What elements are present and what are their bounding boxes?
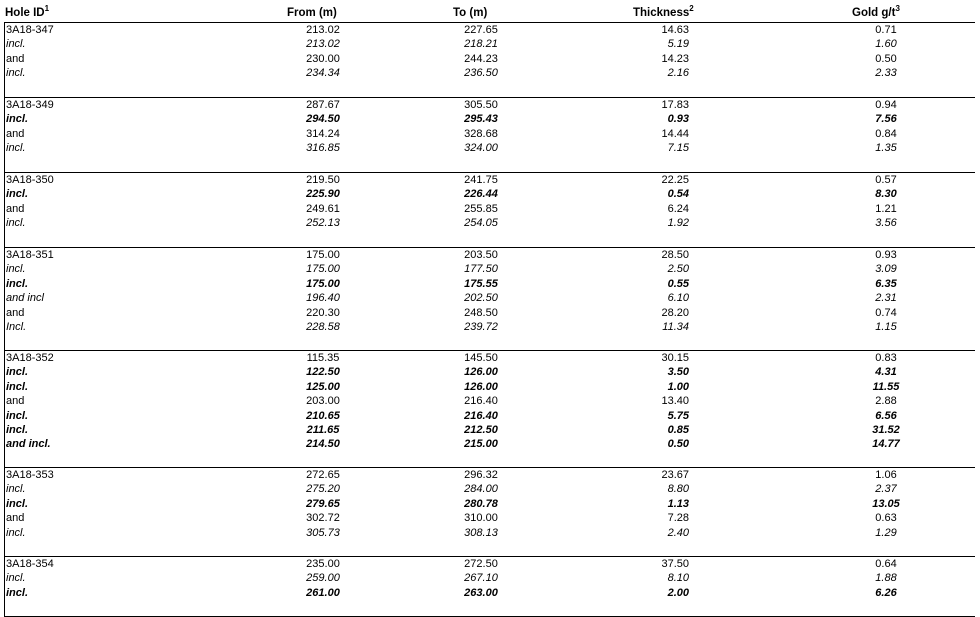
thickness-cell: 7.15	[667, 142, 689, 155]
gold-cell: 2.33	[875, 67, 897, 80]
hole-id-cell: incl.	[6, 67, 26, 80]
thickness-cell: 2.00	[667, 586, 689, 599]
hole-id-cell: and incl	[6, 292, 44, 305]
to-cell: 305.50	[464, 99, 498, 111]
table-row	[5, 468, 975, 482]
to-cell: 216.40	[464, 409, 498, 422]
thickness-cell: 14.44	[661, 127, 689, 140]
thickness-cell: 1.00	[667, 380, 689, 393]
table-row	[5, 52, 975, 66]
thickness-cell: 6.10	[667, 292, 689, 305]
hole-id-cell: incl.	[6, 497, 29, 510]
table-row	[5, 277, 975, 291]
hole-id-cell: 3A18-353	[6, 469, 54, 481]
from-cell: 314.24	[306, 127, 340, 140]
from-cell: 210.65	[306, 409, 340, 422]
hole-id-cell: 3A18-349	[6, 99, 54, 111]
from-cell: 213.02	[306, 24, 340, 36]
thickness-cell: 2.50	[667, 263, 689, 276]
to-cell: 267.10	[464, 572, 498, 585]
to-cell: 203.50	[464, 249, 498, 261]
thickness-cell: 23.67	[661, 469, 689, 481]
table-row	[5, 423, 975, 437]
to-cell: 310.00	[464, 512, 498, 525]
hole-id-cell: and incl.	[6, 438, 51, 451]
gold-cell: 0.63	[875, 512, 897, 525]
hole-id-cell: and	[6, 512, 25, 525]
table-row	[5, 98, 975, 112]
gold-cell: 6.26	[875, 586, 897, 599]
from-cell: 294.50	[306, 113, 340, 126]
gold-cell: 0.71	[875, 24, 897, 36]
from-cell: 115.35	[306, 352, 340, 364]
from-cell: 214.50	[306, 438, 340, 451]
thickness-cell: 3.50	[667, 366, 689, 379]
gold-cell: 4.31	[875, 366, 897, 379]
to-cell: 244.23	[464, 52, 498, 65]
from-cell: 225.90	[306, 188, 340, 201]
from-cell: 228.58	[306, 320, 340, 333]
from-cell: 316.85	[306, 142, 340, 155]
to-cell: 248.50	[464, 306, 498, 319]
hole-id-cell: incl.	[6, 586, 29, 599]
thickness-cell: 30.15	[661, 352, 689, 364]
from-cell: 220.30	[306, 306, 340, 319]
from-cell: 302.72	[306, 512, 340, 525]
from-cell: 261.00	[306, 586, 340, 599]
thickness-cell: 2.16	[667, 67, 689, 80]
to-cell: 218.21	[464, 38, 498, 51]
to-cell: 177.50	[464, 263, 498, 276]
table-row	[5, 526, 975, 540]
thickness-cell: 6.24	[667, 202, 689, 215]
hole-id-cell: incl.	[6, 217, 26, 230]
thickness-cell: 0.55	[667, 277, 689, 290]
to-cell: 227.65	[464, 24, 498, 36]
gold-cell: 7.56	[875, 113, 897, 126]
to-cell: 272.50	[464, 558, 498, 570]
drill-results-table	[4, 4, 975, 617]
gold-cell: 0.50	[875, 52, 897, 65]
to-cell: 308.13	[464, 526, 498, 539]
table-row	[5, 511, 975, 525]
gold-cell: 6.35	[875, 277, 897, 290]
to-cell: 226.44	[464, 188, 498, 201]
hole-id-cell: incl.	[6, 188, 29, 201]
thickness-cell: 37.50	[661, 558, 689, 570]
table-row	[5, 173, 975, 187]
thickness-cell: 8.80	[667, 483, 689, 496]
gold-cell: 1.35	[875, 142, 897, 155]
gold-cell: 3.56	[875, 217, 897, 230]
to-cell: 295.43	[464, 113, 498, 126]
hole-id-cell: incl.	[6, 380, 29, 393]
to-cell: 254.05	[464, 217, 498, 230]
thickness-cell: 0.54	[667, 188, 689, 201]
hole-id-cell: incl.	[6, 423, 29, 436]
from-cell: 213.02	[306, 38, 340, 51]
to-cell: 324.00	[464, 142, 498, 155]
table-row	[5, 571, 975, 585]
to-cell: 236.50	[464, 67, 498, 80]
thickness-cell: 5.75	[667, 409, 689, 422]
from-cell: 287.67	[306, 99, 340, 111]
thickness-cell: 0.85	[667, 423, 689, 436]
table-row	[5, 23, 975, 37]
thickness-cell: 11.34	[662, 320, 689, 333]
hole-id-cell: incl.	[6, 142, 26, 155]
hole-id-cell: 3A18-351	[6, 249, 54, 261]
table-row	[5, 187, 975, 201]
thickness-cell: 1.92	[667, 217, 689, 230]
table-body	[4, 23, 975, 617]
gold-cell: 8.30	[875, 188, 897, 201]
to-cell: 296.32	[464, 469, 498, 481]
gold-cell: 2.31	[875, 292, 897, 305]
to-cell: 280.78	[464, 497, 498, 510]
hole-id-cell: incl.	[6, 366, 29, 379]
hole-block	[4, 351, 975, 468]
hole-id-cell: and	[6, 127, 25, 140]
table-row	[5, 365, 975, 379]
thickness-cell: 2.40	[667, 526, 689, 539]
hole-id-cell: incl.	[6, 483, 26, 496]
to-cell: 215.00	[464, 438, 498, 451]
table-row	[5, 141, 975, 155]
table-row	[5, 262, 975, 276]
gold-cell: 0.83	[875, 352, 897, 364]
table-row	[5, 482, 975, 496]
hole-block	[4, 557, 975, 617]
hole-id-cell: incl.	[6, 38, 26, 51]
to-cell: 239.72	[464, 320, 498, 333]
to-cell: 212.50	[464, 423, 498, 436]
thickness-cell: 8.10	[667, 572, 689, 585]
from-cell: 175.00	[306, 277, 340, 290]
gold-cell: 1.88	[875, 572, 897, 585]
gold-cell: 11.55	[872, 380, 900, 393]
gold-cell: 2.88	[875, 395, 897, 408]
from-cell: 211.65	[306, 423, 340, 436]
header-thickness: Thickness$^2$	[633, 4, 694, 19]
from-cell: 259.00	[306, 572, 340, 585]
thickness-cell: 1.13	[667, 497, 689, 510]
from-cell: 252.13	[306, 217, 340, 230]
hole-id-cell: and	[6, 306, 25, 319]
gold-cell: 1.21	[875, 202, 897, 215]
table-row	[5, 497, 975, 511]
to-cell: 284.00	[464, 483, 498, 496]
to-cell: 126.00	[464, 380, 498, 393]
hole-id-cell: incl.	[6, 113, 29, 126]
from-cell: 279.65	[306, 497, 340, 510]
to-cell: 263.00	[464, 586, 498, 599]
table-row	[5, 216, 975, 230]
header-gold: Gold $g/t^3$	[852, 4, 900, 19]
from-cell: 196.40	[306, 292, 340, 305]
hole-id-cell: 3A18-347	[6, 24, 54, 36]
table-row	[5, 351, 975, 365]
gold-cell: 0.64	[875, 558, 897, 570]
hole-id-cell: and	[6, 395, 25, 408]
thickness-cell: 5.19	[667, 38, 689, 51]
from-cell: 234.34	[306, 67, 340, 80]
gold-cell: 3.09	[875, 263, 897, 276]
gold-cell: 1.29	[875, 526, 897, 539]
header-hole-id: Hole $ID^1$	[5, 4, 50, 19]
table-row	[5, 306, 975, 320]
from-cell: 175.00	[306, 249, 340, 261]
hole-id-cell: incl.	[6, 526, 26, 539]
hole-id-cell: 3A18-354	[6, 558, 54, 570]
hole-block	[4, 468, 975, 557]
gold-cell: 1.60	[875, 38, 897, 51]
table-row	[5, 248, 975, 262]
hole-block	[4, 248, 975, 351]
thickness-cell: 13.40	[661, 395, 689, 408]
to-cell: 202.50	[464, 292, 498, 305]
gold-cell: 0.74	[875, 306, 897, 319]
table-row	[5, 409, 975, 423]
thickness-cell: 14.23	[661, 52, 689, 65]
hole-id-cell: incl.	[6, 409, 29, 422]
from-cell: 203.00	[306, 395, 340, 408]
to-cell: 216.40	[464, 395, 498, 408]
hole-id-cell: incl.	[6, 277, 29, 290]
from-cell: 230.00	[306, 52, 340, 65]
from-cell: 122.50	[306, 366, 340, 379]
thickness-cell: 0.93	[667, 113, 689, 126]
hole-id-cell: incl.	[6, 572, 26, 585]
hole-id-cell: 3A18-350	[6, 174, 54, 186]
thickness-cell: 7.28	[667, 512, 689, 525]
hole-id-cell: and	[6, 52, 25, 65]
table-row	[5, 586, 975, 600]
table-row	[5, 380, 975, 394]
thickness-cell: 22.25	[661, 174, 689, 186]
gold-cell: 0.93	[875, 249, 897, 261]
table-row	[5, 437, 975, 451]
hole-block	[4, 173, 975, 248]
to-cell: 175.55	[464, 277, 498, 290]
from-cell: 219.50	[306, 174, 340, 186]
header-from: From (m)	[287, 7, 337, 19]
to-cell: 145.50	[464, 352, 498, 364]
from-cell: 305.73	[306, 526, 340, 539]
table-row	[5, 320, 975, 334]
thickness-cell: 28.20	[661, 306, 689, 319]
table-row	[5, 202, 975, 216]
table-row	[5, 112, 975, 126]
table-row	[5, 37, 975, 51]
thickness-cell: 28.50	[661, 249, 689, 261]
from-cell: 249.61	[306, 202, 340, 215]
hole-id-cell: Incl.	[6, 320, 27, 333]
thickness-cell: 0.50	[667, 438, 689, 451]
gold-cell: 6.56	[875, 409, 897, 422]
from-cell: 275.20	[306, 483, 340, 496]
hole-id-cell: incl.	[6, 263, 26, 276]
from-cell: 125.00	[306, 380, 340, 393]
hole-id-cell: 3A18-352	[6, 352, 54, 364]
to-cell: 328.68	[464, 127, 498, 140]
from-cell: 175.00	[306, 263, 340, 276]
table-row	[5, 291, 975, 305]
table-row	[5, 66, 975, 80]
header-to: To (m)	[453, 7, 488, 19]
gold-cell: 31.52	[872, 423, 900, 436]
gold-cell: 1.15	[875, 320, 897, 333]
thickness-cell: 17.83	[661, 99, 689, 111]
hole-id-cell: and	[6, 202, 25, 215]
hole-block	[4, 98, 975, 173]
table-row	[5, 127, 975, 141]
gold-cell: 13.05	[872, 497, 900, 510]
gold-cell: 0.94	[875, 99, 897, 111]
from-cell: 235.00	[306, 558, 340, 570]
gold-cell: 0.57	[875, 174, 897, 186]
gold-cell: 2.37	[875, 483, 897, 496]
to-cell: 241.75	[464, 174, 498, 186]
gold-cell: 1.06	[875, 469, 897, 481]
table-header	[4, 4, 975, 23]
to-cell: 255.85	[464, 202, 498, 215]
to-cell: 126.00	[464, 366, 498, 379]
gold-cell: 0.84	[875, 127, 897, 140]
from-cell: 272.65	[306, 469, 340, 481]
thickness-cell: 14.63	[661, 24, 689, 36]
gold-cell: 14.77	[872, 438, 900, 451]
table-row	[5, 557, 975, 571]
hole-block	[4, 23, 975, 98]
table-row	[5, 394, 975, 408]
